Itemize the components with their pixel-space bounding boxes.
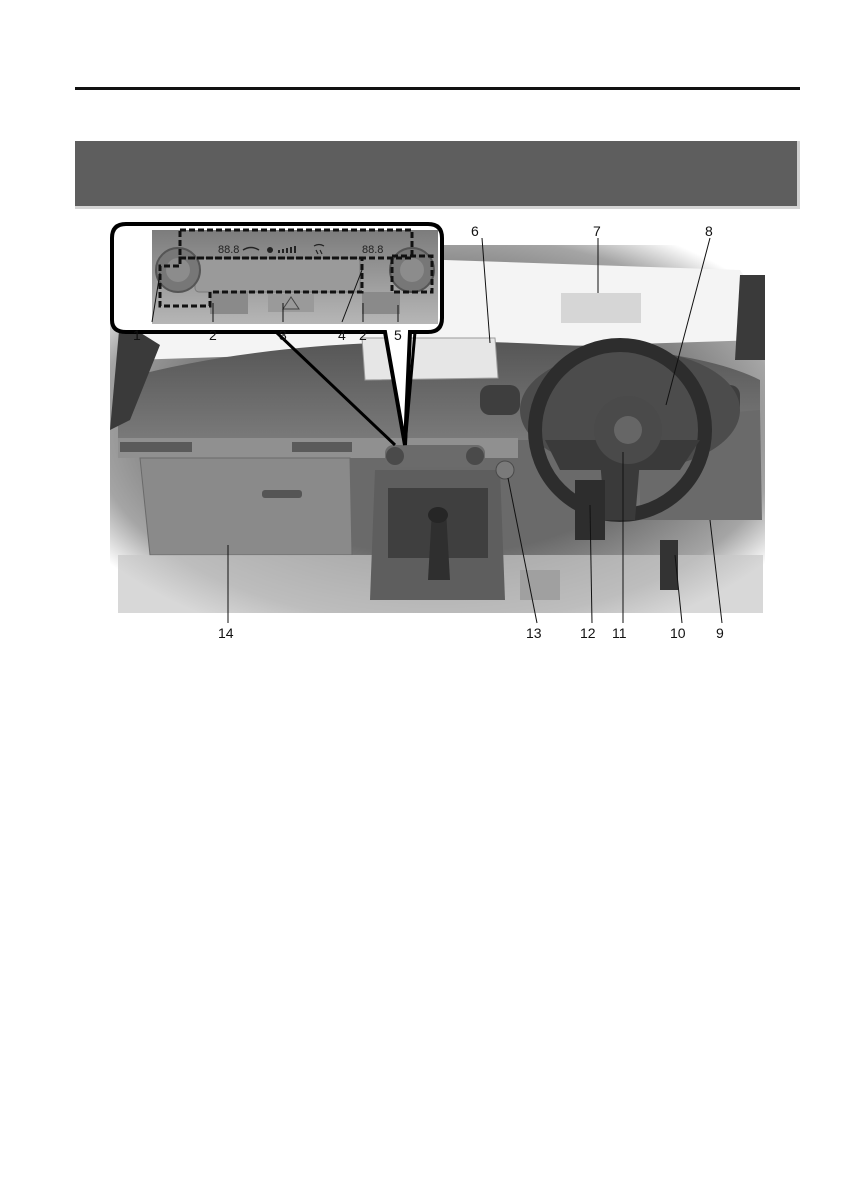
left-temp-readout: 88.8 [218, 244, 240, 256]
callout-10: 10 [670, 625, 686, 641]
callout-7: 7 [593, 223, 601, 239]
callout-14: 14 [218, 625, 234, 641]
callout-8: 8 [705, 223, 713, 239]
callout-2-left: 2 [209, 327, 217, 343]
hud-label-box [561, 293, 641, 323]
callout-1: 1 [133, 327, 141, 343]
callout-9: 9 [716, 625, 724, 641]
callout-4: 4 [338, 327, 346, 343]
callout-2-right: 2 [359, 327, 367, 343]
callout-3: 3 [279, 327, 287, 343]
callout-11: 11 [612, 625, 627, 641]
callout-12: 12 [580, 625, 596, 641]
callout-5: 5 [394, 327, 402, 343]
right-temp-readout: 88.8 [362, 244, 384, 256]
callout-6: 6 [471, 223, 479, 239]
callout-13: 13 [526, 625, 542, 641]
